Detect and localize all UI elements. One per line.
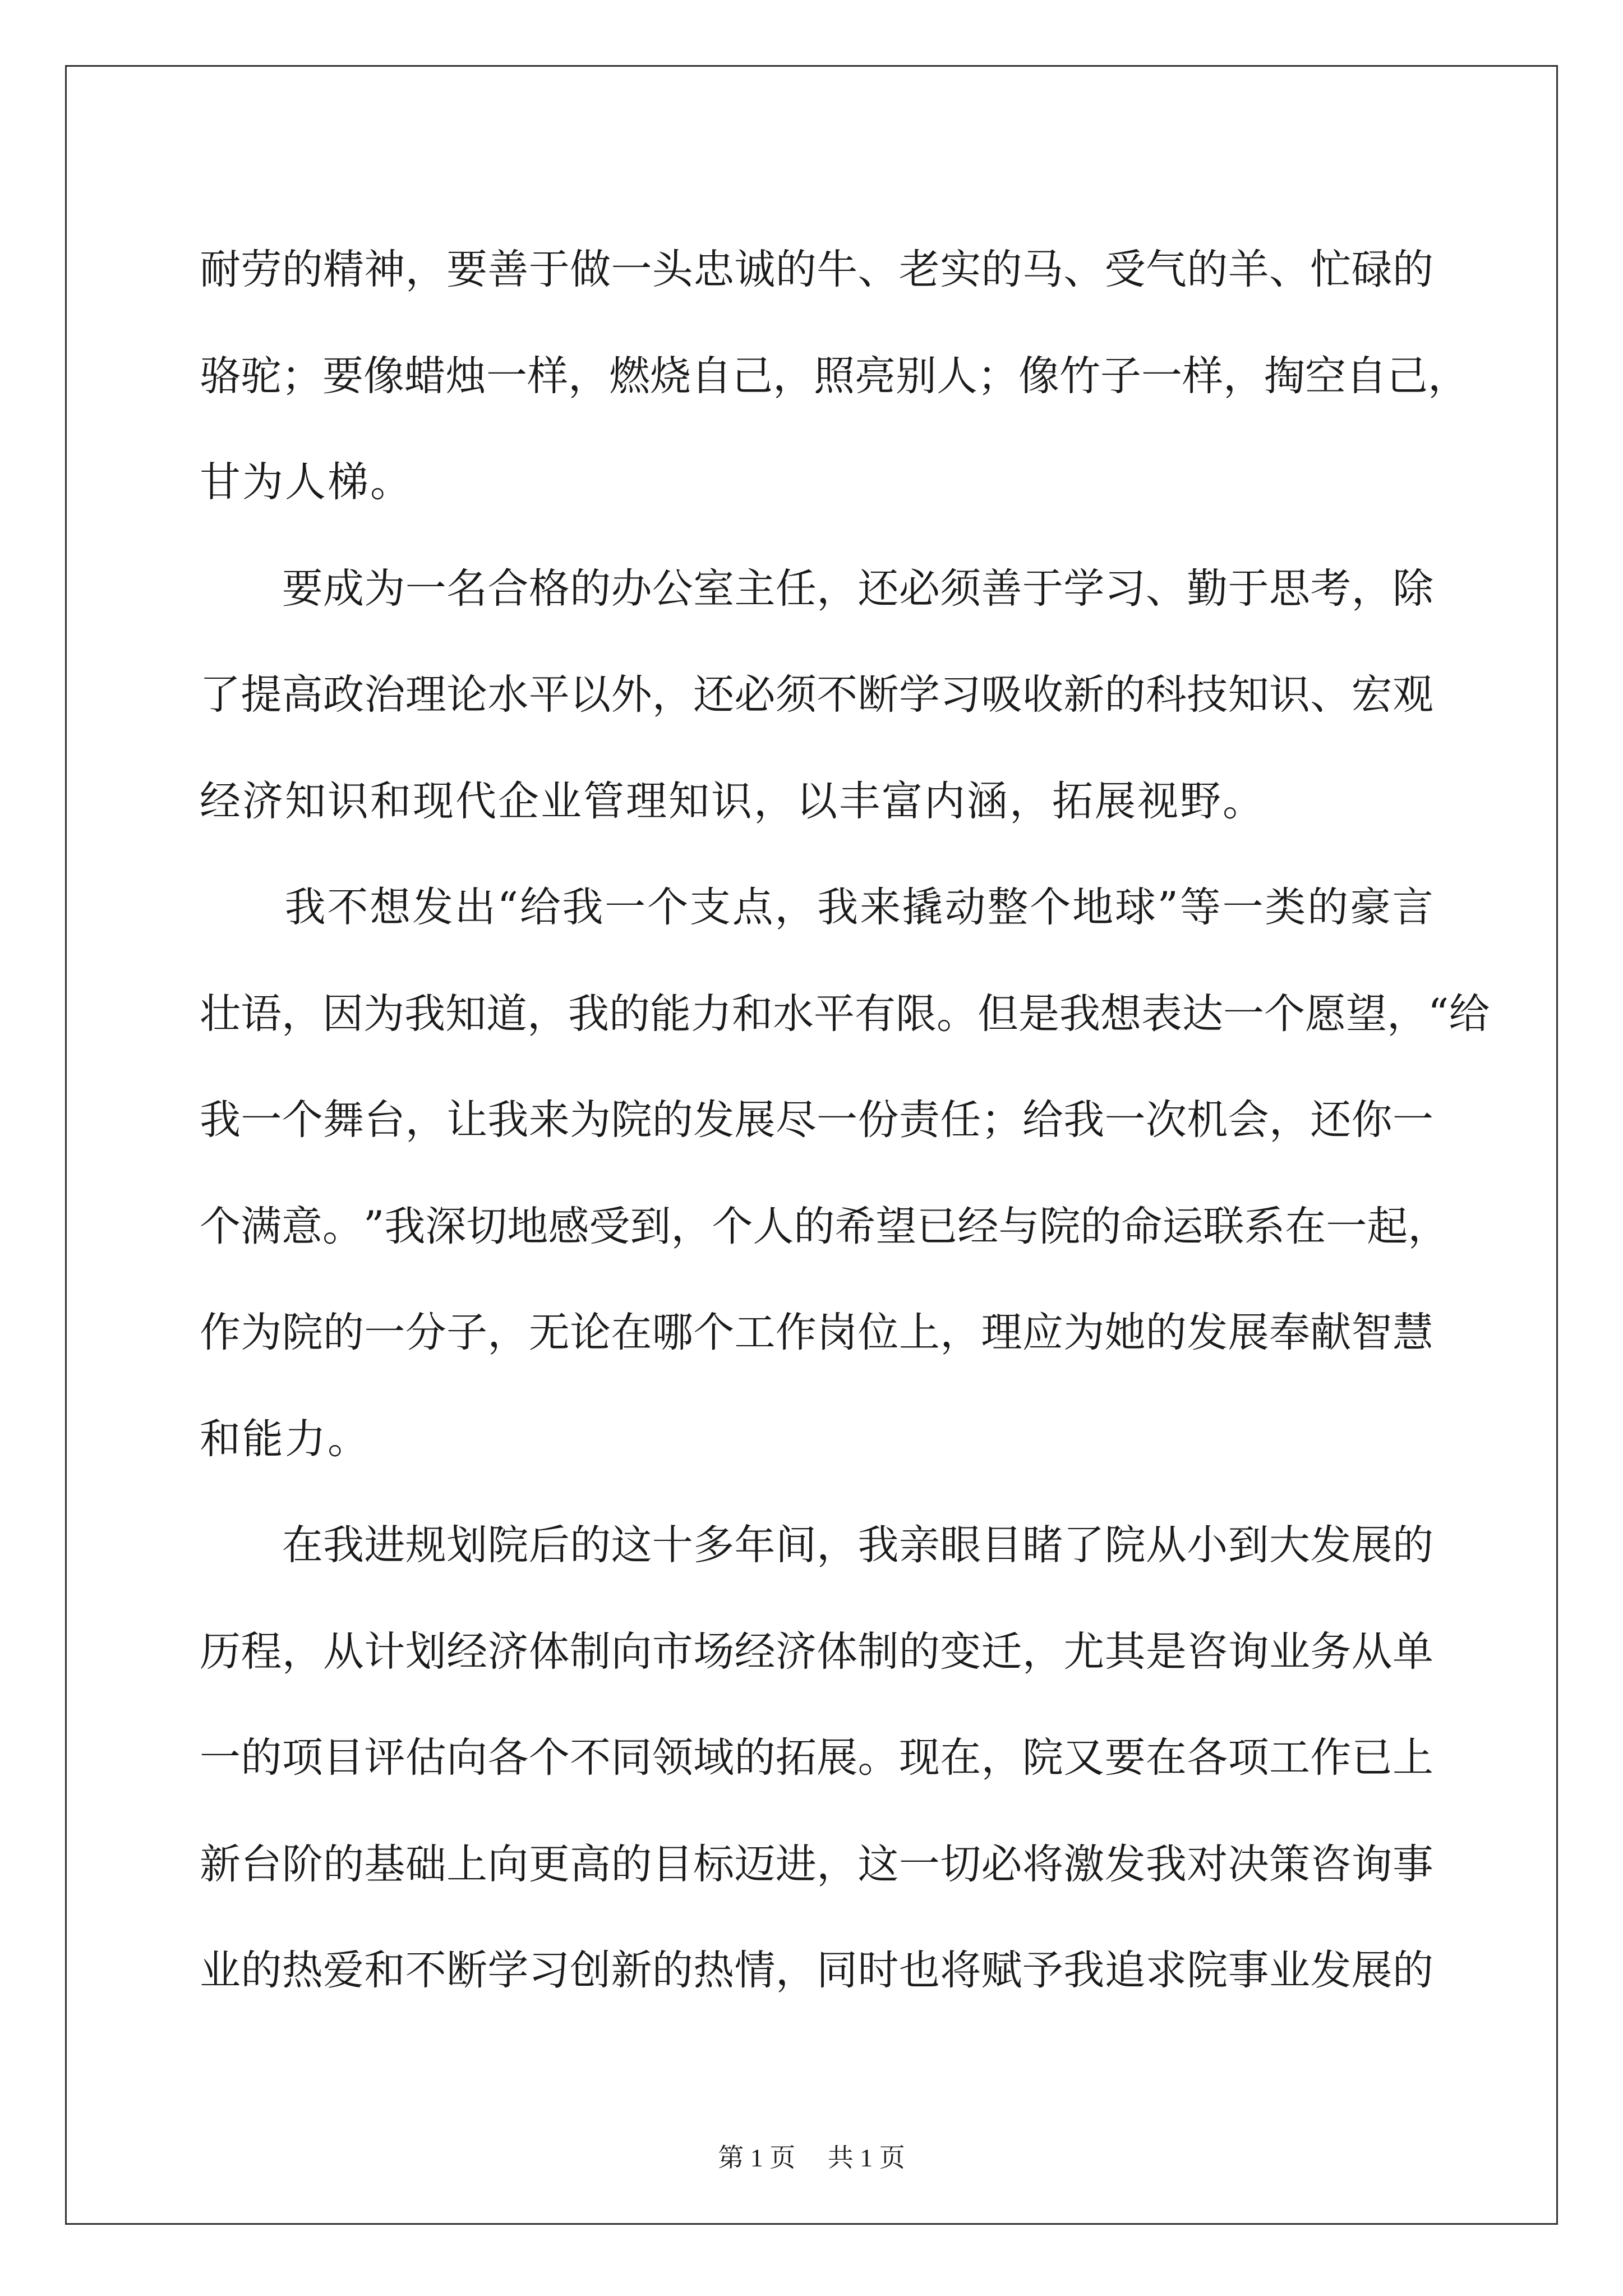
- text-line: 耐 劳 的 精 神 ， 要 善 于 做 一 头 忠 诚 的 牛 、 老 实 的 马 、 受 气 的 羊 、 忙 碌 的: [200, 246, 1433, 294]
- text-line: 经 济 知 识 和 现 代 企 业 管 理 知 识 ， 以 丰 富 内 涵 ， 拓 展 视 野 。: [200, 777, 1264, 825]
- text-line: 新 台 阶 的 基 础 上 向 更 高 的 目 标 迈 进 ， 这 一 切 必 将 激 发 我 对 决 策 咨 询 事: [200, 1840, 1433, 1888]
- text-line: 和 能 力 。: [200, 1415, 368, 1463]
- text-line: 壮 语 ， 因 为 我 知 道 ， 我 的 能 力 和 水 平 有 限 。 但 是 我 想 表 达 一 个 愿 望 ， “ 给: [200, 990, 1490, 1038]
- document-body: [200, 217, 1490, 2024]
- text-line: 我 一 个 舞 台 ， 让 我 来 为 院 的 发 展 尽 一 份 责 任 ； 给 我 一 次 机 会 ， 还 你 一: [200, 1096, 1433, 1144]
- text-line: 要 成 为 一 名 合 格 的 办 公 室 主 任 ， 还 必 须 善 于 学 习 、 勤 于 思 考 ， 除: [282, 564, 1433, 613]
- text-line: 个 满 意 。 ” 我 深 切 地 感 受 到 ， 个 人 的 希 望 已 经 与 院 的 命 运 联 系 在 一 起 ，: [200, 1202, 1449, 1250]
- text-line: 我 不 想 发 出 “ 给 我 一 个 支 点 ， 我 来 撬 动 整 个 地 球 ” 等 一 类 的 豪 言: [284, 884, 1433, 932]
- text-line: 一 的 项 目 评 估 向 各 个 不 同 领 域 的 拓 展 。 现 在 ， 院 又 要 在 各 项 工 作 已 上: [200, 1734, 1433, 1782]
- text-line: 骆 驼 ； 要 像 蜡 烛 一 样 ， 燃 烧 自 己 ， 照 亮 别 人 ； 像 竹 子 一 样 ， 掏 空 自 己 ，: [200, 352, 1469, 400]
- text-line: 在 我 进 规 划 院 后 的 这 十 多 年 间 ， 我 亲 眼 目 睹 了 院 从 小 到 大 发 展 的: [282, 1521, 1433, 1570]
- text-line: 甘 为 人 梯 。: [200, 458, 411, 507]
- text-line: 业 的 热 爱 和 不 断 学 习 创 新 的 热 情 ， 同 时 也 将 赋 予 我 追 求 院 事 业 发 展 的: [200, 1947, 1433, 1995]
- text-line: 了 提 高 政 治 理 论 水 平 以 外 ， 还 必 须 不 断 学 习 吸 收 新 的 科 技 知 识 、 宏 观: [200, 671, 1433, 719]
- page-number-footer: 第 1 页 共 1 页: [718, 2143, 905, 2172]
- text-line: 作 为 院 的 一 分 子 ， 无 论 在 哪 个 工 作 岗 位 上 ， 理 应 为 她 的 发 展 奉 献 智 慧: [200, 1309, 1433, 1357]
- text-line: 历 程 ， 从 计 划 经 济 体 制 向 市 场 经 济 体 制 的 变 迁 ， 尤 其 是 咨 询 业 务 从 单: [200, 1627, 1433, 1676]
